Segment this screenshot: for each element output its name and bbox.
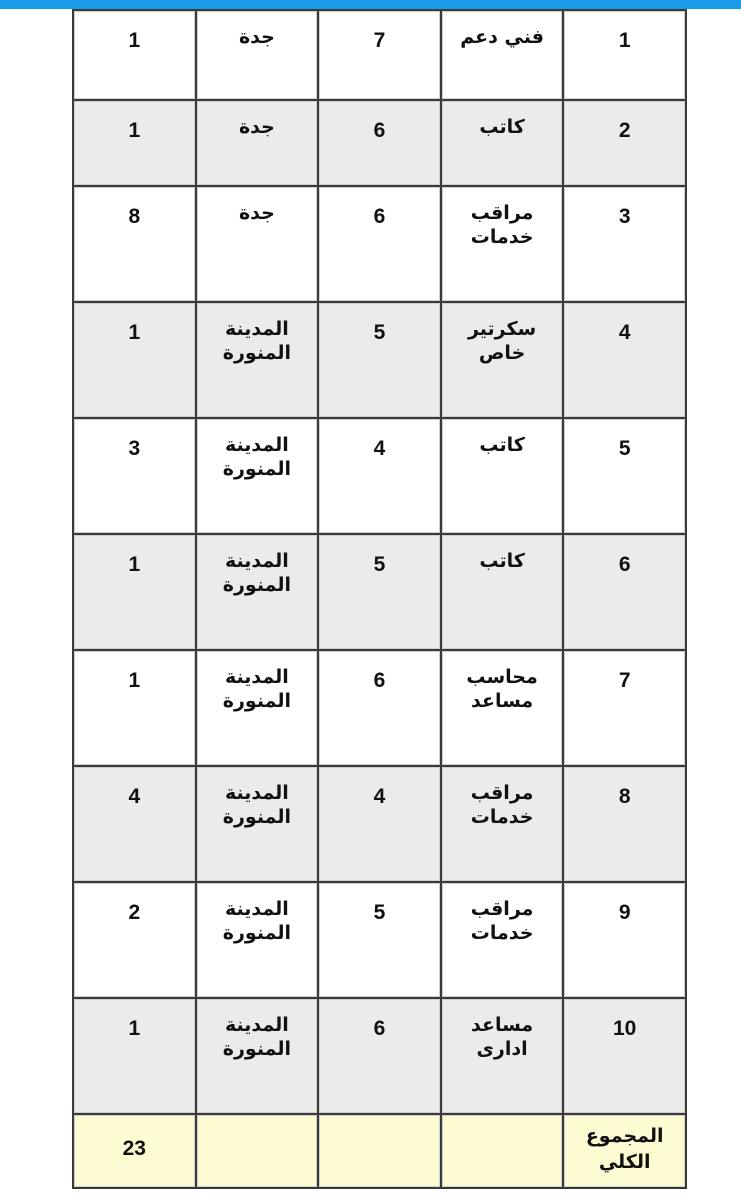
row-number-cell: 10 <box>563 998 686 1114</box>
table-row <box>73 534 686 650</box>
top-accent-bar <box>0 0 741 9</box>
count-cell: 3 <box>73 418 196 534</box>
count-cell: 8 <box>73 186 196 302</box>
grade-cell: 4 <box>318 766 441 882</box>
city-cell: المدينة المنورة <box>196 882 319 998</box>
table-body <box>73 10 686 1188</box>
count-cell: 1 <box>73 534 196 650</box>
grade-cell: 5 <box>318 882 441 998</box>
row-number-cell: 3 <box>563 186 686 302</box>
job-title-cell: مساعد ادارى <box>441 998 564 1114</box>
job-title-cell: كاتب <box>441 418 564 534</box>
job-title-cell: مراقب خدمات <box>441 766 564 882</box>
city-cell: المدينة المنورة <box>196 302 319 418</box>
empty-cell <box>196 1114 319 1188</box>
grade-cell: 6 <box>318 998 441 1114</box>
city-cell: جدة <box>196 100 319 186</box>
row-number-cell: 4 <box>563 302 686 418</box>
grade-cell: 6 <box>318 186 441 302</box>
count-cell: 1 <box>73 10 196 100</box>
job-title-cell: سكرتير خاص <box>441 302 564 418</box>
empty-cell <box>441 1114 564 1188</box>
job-title-cell: كاتب <box>441 100 564 186</box>
table-row <box>73 882 686 998</box>
city-cell: المدينة المنورة <box>196 418 319 534</box>
table-row <box>73 186 686 302</box>
job-title-cell: كاتب <box>441 534 564 650</box>
city-cell: جدة <box>196 10 319 100</box>
total-label-cell: المجموع الكلي <box>563 1114 686 1188</box>
table-row <box>73 418 686 534</box>
row-number-cell: 9 <box>563 882 686 998</box>
row-number-cell: 5 <box>563 418 686 534</box>
row-number-cell: 6 <box>563 534 686 650</box>
jobs-table <box>72 9 687 1189</box>
grade-cell: 5 <box>318 534 441 650</box>
total-row <box>73 1114 686 1188</box>
count-cell: 1 <box>73 998 196 1114</box>
grade-cell: 5 <box>318 302 441 418</box>
count-cell: 2 <box>73 882 196 998</box>
row-number-cell: 1 <box>563 10 686 100</box>
count-cell: 1 <box>73 650 196 766</box>
total-count-cell: 23 <box>73 1114 196 1188</box>
grade-cell: 7 <box>318 10 441 100</box>
grade-cell: 4 <box>318 418 441 534</box>
row-number-cell: 8 <box>563 766 686 882</box>
table-row <box>73 100 686 186</box>
count-cell: 1 <box>73 100 196 186</box>
city-cell: جدة <box>196 186 319 302</box>
grade-cell: 6 <box>318 650 441 766</box>
city-cell: المدينة المنورة <box>196 998 319 1114</box>
city-cell: المدينة المنورة <box>196 534 319 650</box>
table-row <box>73 998 686 1114</box>
count-cell: 4 <box>73 766 196 882</box>
row-number-cell: 2 <box>563 100 686 186</box>
city-cell: المدينة المنورة <box>196 766 319 882</box>
table-row <box>73 650 686 766</box>
job-title-cell: محاسب مساعد <box>441 650 564 766</box>
grade-cell: 6 <box>318 100 441 186</box>
city-cell: المدينة المنورة <box>196 650 319 766</box>
table-row <box>73 302 686 418</box>
table-row <box>73 766 686 882</box>
job-title-cell: مراقب خدمات <box>441 882 564 998</box>
table-row <box>73 10 686 100</box>
count-cell: 1 <box>73 302 196 418</box>
row-number-cell: 7 <box>563 650 686 766</box>
job-title-cell: مراقب خدمات <box>441 186 564 302</box>
empty-cell <box>318 1114 441 1188</box>
job-title-cell: فني دعم <box>441 10 564 100</box>
